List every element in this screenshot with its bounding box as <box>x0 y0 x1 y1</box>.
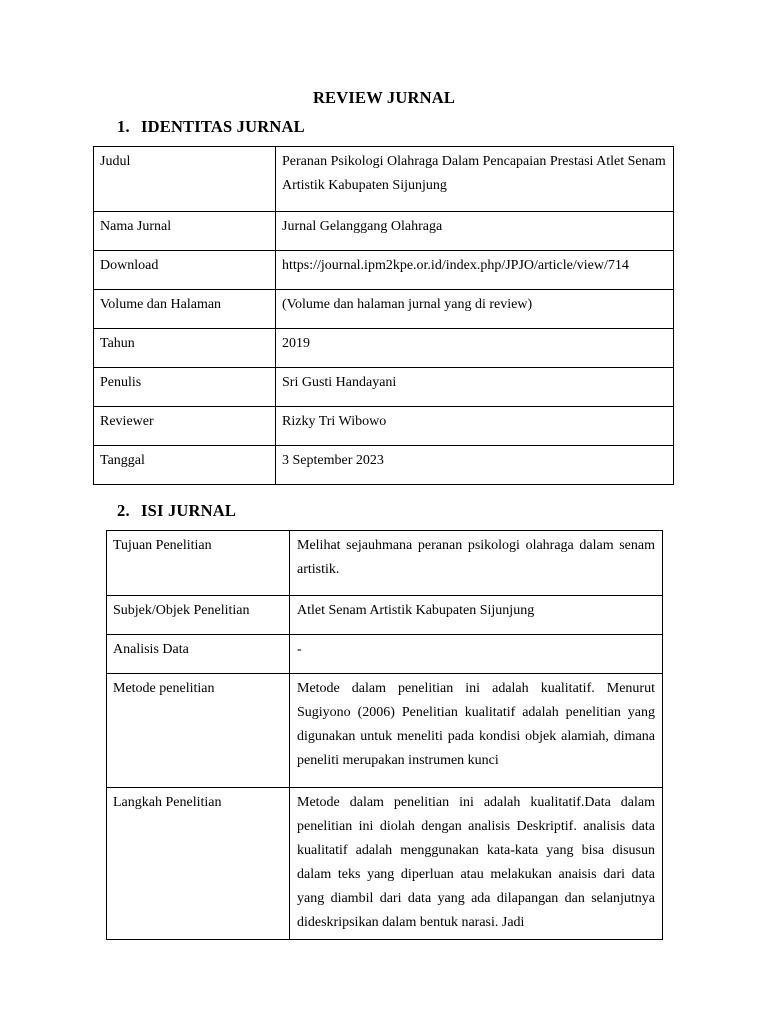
table-row <box>94 147 674 212</box>
table-row <box>94 251 674 290</box>
section-title: IDENTITAS JURNAL <box>141 117 305 136</box>
table-row <box>107 674 663 788</box>
table-cell-label: Volume dan Halaman <box>94 290 276 329</box>
table-cell-label: Reviewer <box>94 407 276 446</box>
table-cell-value: Metode dalam penelitian ini adalah kualitatif.Data dalam penelitian ini diolah dengan analisis Deskriptif. analisis data kualitatif adalah menggunakan kata-kata yang bisa disusun dalam teks yang diperluan atau melakukan anaisis dari data yang diambil dari data yang ada dilapangan dan selanjutnya dideskripsikan dalam bentuk narasi. Jadi <box>290 788 663 940</box>
isi-jurnal-table <box>106 530 663 940</box>
section-heading-identitas <box>117 117 305 137</box>
table-cell-value: 2019 <box>276 329 674 368</box>
table-cell-label: Download <box>94 251 276 290</box>
section-number: 1. <box>117 117 130 136</box>
table-row <box>94 368 674 407</box>
table-cell-label: Penulis <box>94 368 276 407</box>
table-cell-value: Melihat sejauhmana peranan psikologi olahraga dalam senam artistik. <box>290 531 663 596</box>
table-row <box>94 212 674 251</box>
table-cell-value: Sri Gusti Handayani <box>276 368 674 407</box>
table-cell-label: Langkah Penelitian <box>107 788 290 940</box>
table-cell-value[interactable] <box>276 251 674 290</box>
table-cell-label: Subjek/Objek Penelitian <box>107 596 290 635</box>
table-cell-label: Tujuan Penelitian <box>107 531 290 596</box>
table-row <box>94 329 674 368</box>
table-cell-value: Rizky Tri Wibowo <box>276 407 674 446</box>
table-cell-label: Tahun <box>94 329 276 368</box>
table-row <box>94 290 674 329</box>
table-row <box>94 407 674 446</box>
table-cell-value: 3 September 2023 <box>276 446 674 485</box>
section-number: 2. <box>117 501 130 520</box>
download-link[interactable]: https://journal.ipm2kpe.or.id/index.php/JPJO/article/view/714 <box>282 258 629 273</box>
table-row <box>107 635 663 674</box>
table-cell-value: Metode dalam penelitian ini adalah kualitatif. Menurut Sugiyono (2006) Penelitian kualitatif adalah penelitian yang digunakan untuk meneliti pada kondisi objek alamiah, dimana peneliti merupakan instrumen kunci <box>290 674 663 788</box>
table-row <box>107 531 663 596</box>
section-title: ISI JURNAL <box>141 501 237 520</box>
table-row <box>107 788 663 940</box>
table-cell-label: Metode penelitian <box>107 674 290 788</box>
table-cell-value: - <box>290 635 663 674</box>
section-heading-isi <box>117 501 236 521</box>
table-cell-label: Tanggal <box>94 446 276 485</box>
identitas-jurnal-table <box>93 146 674 485</box>
table-cell-label: Analisis Data <box>107 635 290 674</box>
table-cell-value: Jurnal Gelanggang Olahraga <box>276 212 674 251</box>
table-cell-value: (Volume dan halaman jurnal yang di review) <box>276 290 674 329</box>
table-cell-value: Peranan Psikologi Olahraga Dalam Pencapaian Prestasi Atlet Senam Artistik Kabupaten Sijunjung <box>276 147 674 212</box>
page-title: REVIEW JURNAL <box>312 88 456 107</box>
table-cell-label: Judul <box>94 147 276 212</box>
table-cell-label: Nama Jurnal <box>94 212 276 251</box>
table-cell-value: Atlet Senam Artistik Kabupaten Sijunjung <box>290 596 663 635</box>
table-row <box>107 596 663 635</box>
table-row <box>94 446 674 485</box>
